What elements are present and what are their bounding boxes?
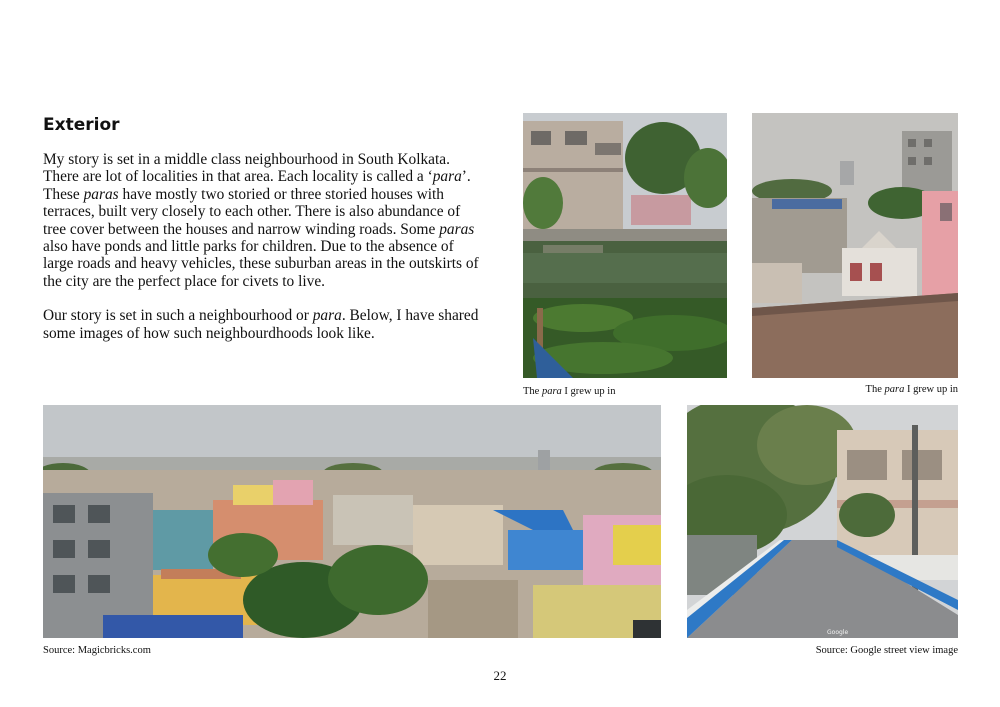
- pond-caption-text: I grew up in: [561, 386, 616, 397]
- pond-photo: [523, 113, 727, 378]
- rooftop-caption-term: para: [884, 384, 905, 395]
- paragraph-1-text: ’. These: [43, 168, 471, 203]
- pond-caption-text: The: [523, 386, 542, 397]
- rooftop-caption-text: I grew up in: [904, 384, 958, 395]
- page-number: 22: [493, 668, 507, 683]
- section-heading: Exterior: [43, 115, 120, 135]
- paragraph-1-term: paras: [439, 220, 475, 238]
- paragraph-2-term: para: [312, 307, 342, 325]
- rooftop-photo: [752, 113, 958, 378]
- street-caption: Source: Google street view image: [815, 645, 958, 656]
- rooftop-caption-text: The: [865, 384, 885, 395]
- paragraph-1-term: paras: [83, 185, 119, 203]
- rooftop-caption: [866, 383, 958, 396]
- google-watermark: Google: [827, 629, 849, 636]
- paragraph-1-text: also have ponds and little parks for children. Due to the absence of large roads and heavy vehicles, these suburban areas in the outskirts of the city are the perfect place for civets to live.: [43, 238, 479, 290]
- paragraph-1-text: have mostly two storied or three storied houses with terraces, built very closely to each other. There is also abundance of tree cover between the houses and narrow winding roads. Some: [43, 185, 461, 238]
- pond-caption-term: para: [541, 386, 562, 397]
- street-photo: [687, 405, 958, 638]
- paragraph-2-text: . Below, I have shared some images of how such neighbourdhoods look like.: [43, 307, 479, 342]
- paragraph-1: [43, 151, 483, 290]
- skyline-caption: Source: Magicbricks.com: [43, 645, 151, 656]
- pond-caption: [523, 385, 615, 398]
- skyline-illustration: [43, 405, 661, 638]
- pond-illustration: [523, 113, 727, 378]
- paragraph-1-text: My story is set in a middle class neighbourhood in South Kolkata. There are lot of localities in that area. Each locality is called a ‘: [43, 151, 450, 186]
- paragraph-1-term: para: [432, 168, 462, 186]
- skyline-photo: [43, 405, 661, 638]
- paragraph-2: [43, 307, 483, 342]
- body-text: [43, 151, 483, 342]
- paragraph-2-text: Our story is set in such a neighbourhood or: [43, 307, 313, 325]
- rooftop-illustration: [752, 113, 958, 378]
- street-illustration: [687, 405, 958, 638]
